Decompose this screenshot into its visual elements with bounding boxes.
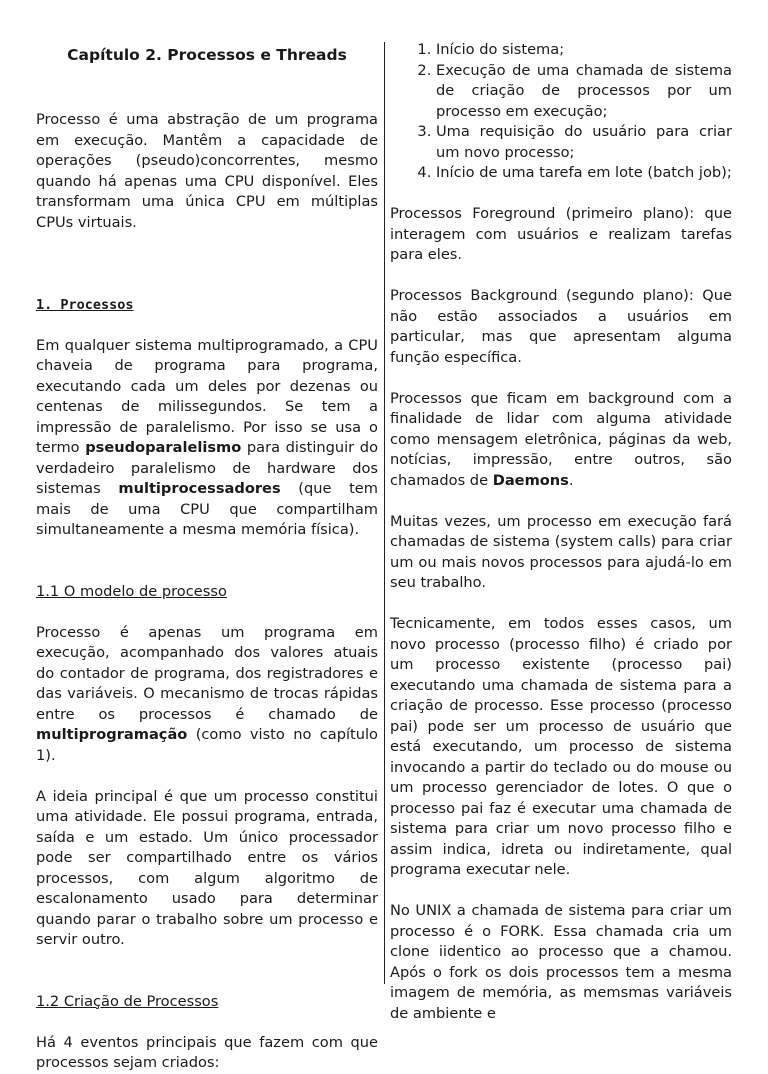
term-multiprogramacao: multiprogramação [36, 726, 188, 743]
intro-paragraph: Processo é uma abstração de um programa em execução. Mantêm a capacidade de operações (pseudo)concorrentes, mesmo quando há apenas uma CPU disponível. Eles transformam uma única CPU em múltiplas CPUs virtuais. [36, 111, 378, 231]
term-daemons: Daemons [492, 471, 569, 489]
main-idea-paragraph: A ideia principal é que um processo constitui uma atividade. Ele possui programa, entrada, saída e um estado. Um único processador pode ser compartilhado entre os vários processos, com algum algoritmo de escalonamento usado para determinar quando parar o trabalho sobre um processo e servir outro. [36, 787, 378, 948]
process-model-paragraph: Processo é apenas um programa em execução, acompanhado dos valores atuais do contador de programa, dos registradores e das variáveis. O mecanismo de trocas rápidas entre os processos é chamado de multiprogramação (como visto no capítulo 1). [36, 623, 378, 764]
subsection-heading-criacao: 1.2 Criação de Processos [36, 992, 219, 1010]
background-paragraph: Processos Background (segundo plano): Que não estão associados a usuários em particular, mas que apresentam alguma função específica. [390, 287, 732, 366]
multiprogramming-paragraph: Em qualquer sistema multiprogramado, a CPU chaveia de programa para programa, executando cada um deles por dezenas ou centenas de milissegundos. Se tem a impressão de paralelismo. Por isso se usa o termo pseudoparalelismo para distinguir do verdadeiro paralelismo de hardware dos sistemas multiprocessadores (que tem mais de uma CPU que compartilham simultaneamente a mesma memória física). [36, 336, 378, 538]
unix-fork-paragraph: No UNIX a chamada de sistema para criar um processo é o FORK. Essa chamada cria um clone iidentico ao processo que a chamou. Após o fork os dois processos tem a mesma imagem de memória, as memsmas variáveis de ambiente e [390, 902, 732, 1022]
technically-paragraph: Tecnicamente, em todos esses casos, um novo processo (processo filho) é criado por um processo existente (processo pai) executando uma chamada de sistema para a criação de processo. Esse processo (processo pai) pode ser um processo de usuário que está executando, um processo de sistema invocando a partir do teclado ou do mouse ou um processo gerenciador de lotes. O que o processo pai faz é executar uma chamada de sistema para criar um novo processo filho e assim indica, idreta ou indiretamente, qual programa executar nele. [390, 615, 732, 878]
right-column [390, 40, 732, 1024]
list-item: 4. Início de uma tarefa em lote (batch job); [436, 163, 732, 184]
system-calls-paragraph: Muitas vezes, um processo em execução fará chamadas de sistema (system calls) para criar um ou mais novos processos para ajudá-lo em seu trabalho. [390, 512, 732, 591]
section-heading-processos: 1. Processos [36, 296, 134, 313]
chapter-title: Capítulo 2. Processos e Threads [67, 46, 347, 64]
list-item: 3. Uma requisição do usuário para criar um novo processo; [436, 122, 732, 163]
term-multiprocessadores: multiprocessadores [118, 480, 281, 497]
events-intro-paragraph: Há 4 eventos principais que fazem com que processos sejam criados: [36, 1033, 378, 1071]
column-divider [384, 42, 385, 984]
left-column [36, 40, 378, 1074]
list-item: 1. Início do sistema; [436, 40, 732, 61]
subsection-heading-modelo: 1.1 O modelo de processo [36, 582, 227, 600]
term-pseudoparalelismo: pseudoparalelismo [85, 439, 242, 456]
list-item: 2. Execução de uma chamada de sistema de criação de processos por um processo em execução; [436, 61, 732, 123]
events-list [390, 40, 732, 184]
foreground-paragraph: Processos Foreground (primeiro plano): que interagem com usuários e realizam tarefas para eles. [390, 205, 732, 263]
daemons-paragraph: Processos que ficam em background com a finalidade de lidar com alguma atividade como mensagem eletrônica, páginas da web, notícias, impressão, entre outros, são chamados de Daemons. [390, 389, 732, 489]
